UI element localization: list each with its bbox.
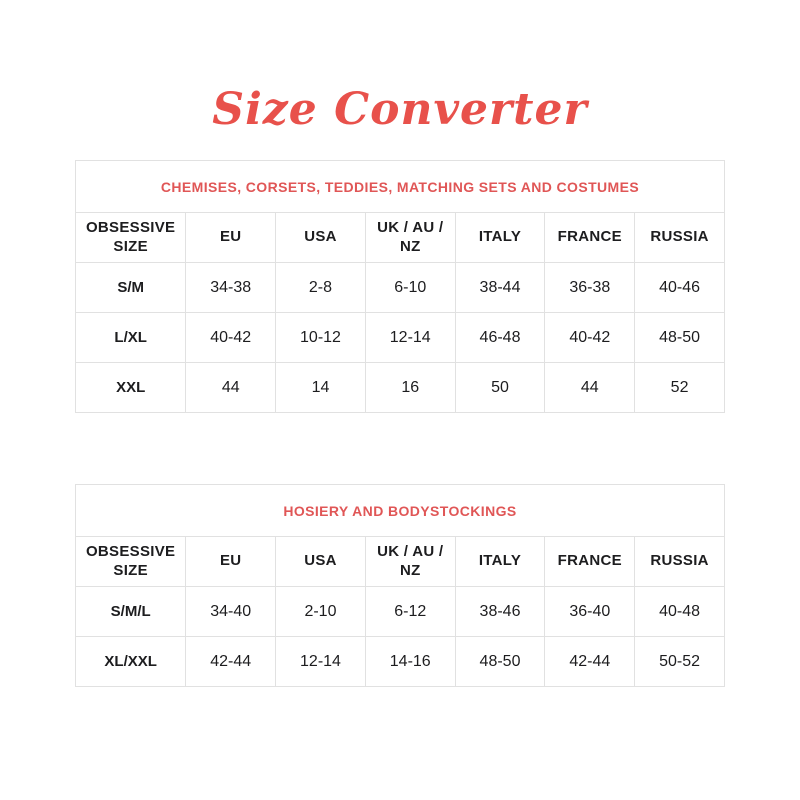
size-value-cell: 42-44 (545, 637, 635, 687)
size-value-cell: 40-42 (545, 313, 635, 363)
size-value-cell: 50-52 (635, 637, 725, 687)
column-header-row (76, 213, 725, 263)
size-value-cell: 44 (545, 363, 635, 413)
size-value-cell: 2-10 (276, 587, 366, 637)
size-label-cell: L/XL (76, 313, 186, 363)
page-title: Size Converter (212, 84, 588, 135)
table-row (76, 313, 725, 363)
size-table-hosiery (75, 484, 725, 687)
size-value-cell: 16 (365, 363, 455, 413)
column-header: EU (186, 537, 276, 587)
size-value-cell: 38-46 (455, 587, 545, 637)
size-value-cell: 14-16 (365, 637, 455, 687)
table-section-title: HOSIERY AND BODYSTOCKINGS (75, 484, 725, 536)
column-header: RUSSIA (635, 213, 725, 263)
size-label-cell: S/M (76, 263, 186, 313)
size-value-cell: 48-50 (455, 637, 545, 687)
column-header: ITALY (455, 213, 545, 263)
size-label-cell: XL/XXL (76, 637, 186, 687)
table-row (76, 587, 725, 637)
size-value-cell: 36-40 (545, 587, 635, 637)
size-value-cell: 46-48 (455, 313, 545, 363)
column-header: USA (276, 213, 366, 263)
size-label-cell: S/M/L (76, 587, 186, 637)
size-value-cell: 6-12 (365, 587, 455, 637)
size-value-cell: 52 (635, 363, 725, 413)
table-row (76, 263, 725, 313)
column-header-row (76, 537, 725, 587)
table-row (76, 363, 725, 413)
size-table-chemises (75, 160, 725, 413)
size-conversion-table (75, 536, 725, 687)
column-header: UK / AU / NZ (365, 213, 455, 263)
column-header: USA (276, 537, 366, 587)
size-label-cell: XXL (76, 363, 186, 413)
size-value-cell: 40-42 (186, 313, 276, 363)
size-conversion-table (75, 212, 725, 413)
size-value-cell: 40-46 (635, 263, 725, 313)
size-value-cell: 36-38 (545, 263, 635, 313)
size-value-cell: 12-14 (365, 313, 455, 363)
column-header: ITALY (455, 537, 545, 587)
size-value-cell: 34-40 (186, 587, 276, 637)
size-value-cell: 6-10 (365, 263, 455, 313)
size-value-cell: 10-12 (276, 313, 366, 363)
size-value-cell: 2-8 (276, 263, 366, 313)
size-value-cell: 14 (276, 363, 366, 413)
table-section-title: CHEMISES, CORSETS, TEDDIES, MATCHING SETS AND COSTUMES (75, 160, 725, 212)
size-value-cell: 40-48 (635, 587, 725, 637)
size-value-cell: 50 (455, 363, 545, 413)
size-value-cell: 48-50 (635, 313, 725, 363)
column-header: FRANCE (545, 213, 635, 263)
size-value-cell: 38-44 (455, 263, 545, 313)
table-row (76, 637, 725, 687)
size-value-cell: 42-44 (186, 637, 276, 687)
column-header: RUSSIA (635, 537, 725, 587)
column-header: EU (186, 213, 276, 263)
size-value-cell: 44 (186, 363, 276, 413)
column-header: FRANCE (545, 537, 635, 587)
size-value-cell: 34-38 (186, 263, 276, 313)
column-header: OBSESSIVE SIZE (76, 213, 186, 263)
column-header: OBSESSIVE SIZE (76, 537, 186, 587)
column-header: UK / AU / NZ (365, 537, 455, 587)
size-value-cell: 12-14 (276, 637, 366, 687)
